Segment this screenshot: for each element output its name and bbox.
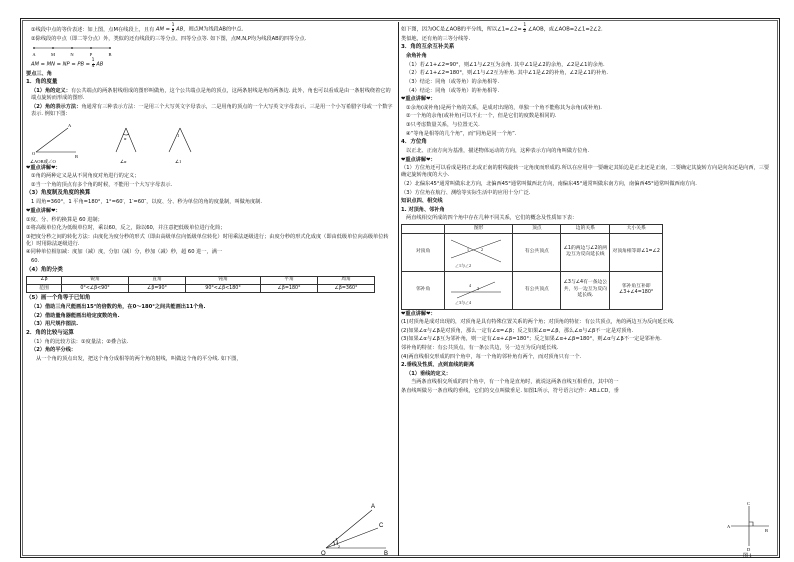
relation-figure-label: ∠3与∠4 — [455, 300, 472, 305]
tips-2-item-5: 60. — [31, 258, 40, 264]
tips-3-item-1: ①余角(或补角)是两个角的关系，是成对出现的，单独一个角不能称其为余角(或补角). — [406, 104, 602, 111]
relation-table-header — [402, 225, 663, 233]
angle-notation-label: （2）角的表示方法： — [31, 103, 82, 110]
seg-label-m: M — [50, 52, 56, 58]
fig1-pt-b: B — [765, 528, 769, 533]
angle-1-left — [169, 128, 180, 152]
relation-edges: ∠1的两边与∠2的两边互为反向延长线 — [561, 233, 610, 271]
angle-table-header-row — [27, 276, 375, 284]
formula-rhs: AB — [176, 26, 184, 33]
point-b — [109, 47, 111, 49]
bis-label-o: O — [321, 551, 326, 557]
midpoint-text: ①线段中点的等价表述：如上图，点M在线段上，且有 — [31, 26, 155, 33]
subsection-degree-conversion: （3）角度制及角度的换算 — [26, 190, 91, 197]
point-n — [71, 47, 73, 49]
tips-5-item-5: (4)两直线相交形成的四个角中，每一个角的邻补角有两个，而对顶角只有一个. — [401, 353, 582, 360]
bis-label-c: C — [379, 523, 384, 529]
relation-row-vertical — [402, 233, 663, 271]
relation-edges: ∠3与∠4有一条边公共，另一边互为反向延长线. — [561, 271, 610, 309]
fig-label-alpha: ∠α — [120, 158, 127, 164]
angle-1-right — [180, 128, 191, 152]
frac-numerator: 1 — [91, 58, 95, 64]
quarter-formula — [26, 59, 395, 69]
supplementary-angles-svg — [447, 274, 505, 306]
subsection-compare-angles: 2．角的比较与运算 — [26, 329, 74, 336]
fraction-quarter — [92, 59, 95, 69]
angle-relation-table — [401, 224, 663, 309]
tips-4-item-3: （3）方位角在航行、测绘等实际生活中的应用十分广泛. — [401, 189, 531, 196]
fig-label-1: ∠1 — [175, 158, 182, 164]
tips-5-item-1: (1)对顶角是成对出现的，对顶角是具有特殊位置关系的两个角；对顶角的特征：有公共顶点，角的两边互为反向延长线. — [401, 319, 675, 326]
column-divider — [398, 22, 399, 556]
tips-title-1: ❤重点讲解❤： — [26, 164, 61, 171]
angle-table-header: 锐角 — [62, 276, 129, 284]
tips-4-item-1: （1）方位角还可以看成是将正北或正南的射线旋转一定角度而形成的.所以在应用中一要确定其始边是正北还是正南，二要确定其旋转方向是向东还是向西，三要确定旋转角度的大小. — [401, 165, 770, 179]
relation-header-cell: 图形 — [445, 225, 513, 233]
complement-item-3: （3）结论：同角（或等角）的余角相等. — [406, 78, 500, 85]
midpoint-tail: ，则点M为线段AB的中点. — [183, 26, 244, 33]
worksheet-page — [20, 18, 780, 558]
bisector-title: （2）角的平分线： — [31, 347, 77, 354]
fraction-half — [172, 24, 175, 34]
degree-system-text: 1 周角=360°，1 平角=180°，1°=60′，1′=60″，以度、分、秒为单位的角的度量制，叫做角度制. — [31, 199, 263, 206]
segment-svg — [32, 44, 142, 58]
trisector-text: 类似地，还有角的三等分线等. — [401, 35, 471, 42]
seg-label-a: A — [32, 52, 36, 58]
quartering-points-text: ②除线段的中点（即二等分点）外，类似的还有线段的三等分点、四等分点等. 如下图，点M,N,P均为线段AB的四等分点. — [31, 35, 307, 42]
complement-item-4: （4）结论：同角（或等角）的补角相等. — [406, 87, 500, 94]
angle-aob-ray-oa — [36, 128, 68, 152]
tips-1-item-2: ②当一个角的顶点有多个角的时候，不能用一个大写字母表示. — [31, 181, 173, 188]
relation-header-cell: 顶点 — [513, 225, 561, 233]
subsection-vertical-angles: 1. 对顶角、邻补角 — [401, 206, 445, 213]
subsection-perpendicular: 2.垂线及性质、点到直线的距离 — [401, 362, 475, 369]
bisector-relation-tail: ∠AOB，或∠AOB=2∠1=2∠2. — [527, 26, 603, 33]
angle-table-header: 平角 — [261, 276, 318, 284]
seg-label-b: B — [108, 52, 112, 58]
bisector-figure — [316, 500, 396, 556]
tips-title-4: ❤重点讲解❤： — [401, 156, 436, 163]
angle-definition-label: （1）角的定义： — [31, 88, 71, 95]
svg-text:3: 3 — [477, 286, 480, 291]
angle-classification-table — [26, 276, 375, 294]
line-diagonal — [457, 282, 495, 298]
perpendicular-svg — [727, 502, 771, 558]
perpendicular-def-text-1: 当两条直线相交所成的四个角中，有一个角是直角时，就说这两条直线互相垂直，其中的一 — [411, 379, 619, 386]
bis-label-1: 1 — [336, 541, 339, 546]
tips-2-item-4: ④同种单位相加减：度加（减）度，分加（减）分，秒加（减）秒，超 60 进一，满一 — [26, 249, 223, 256]
perpendicular-def-title: （1）垂线的定义： — [406, 370, 452, 377]
point-m — [52, 47, 54, 49]
subsection-angle-classification: （4）角的分类 — [26, 266, 63, 273]
tips-title-2: ❤重点讲解❤： — [26, 207, 61, 214]
pt-o: O — [32, 150, 36, 156]
angle-table-header: ∠β — [27, 276, 62, 284]
draw-angle-item-3: （3）用尺规作图法. — [31, 321, 79, 328]
bearing-definition: 以正北、正南方向为基准，描述物体运动的方向，这种表示方向的角叫做方位角. — [406, 148, 590, 155]
tips-title-5: ❤重点讲解❤： — [401, 310, 436, 317]
relation-name: 邻补角 — [402, 271, 445, 309]
angle-table-header: 直角 — [129, 276, 186, 284]
tips-5-item-2: (2)如果∠α与∠β是对顶角，那么一定有∠α=∠β；反之如果∠α=∠β，那么∠α与∠β不一定是对顶角. — [401, 327, 634, 334]
fraction-half-right — [523, 24, 526, 34]
svg-text:4: 4 — [469, 283, 472, 288]
subsection-measure: 1．角的度量 — [26, 79, 58, 86]
tips-3-item-2: ②一个角的余角(或补角)可以不止一个，但是它们的度数是相同的. — [406, 113, 557, 120]
frac-denominator: 2 — [523, 28, 527, 34]
relation-name: 对顶角 — [402, 233, 445, 271]
pt-a: A — [68, 122, 72, 128]
bisector-relation — [401, 24, 773, 34]
tips-2-item-3: ③把度分秒之间的转化方法：由度化为度分秒的形式（即由高级单位向低级单位转化）时用乘法逐级进行；由度分秒的形式化成度（即由低级单位向高级单位转化）时用除法逐级进行. — [26, 233, 389, 247]
fig1-pt-c: C — [747, 501, 751, 506]
quarter-formula-lhs: AM = MN = NP = PB = — [31, 61, 91, 68]
angle-table-header: 钝角 — [186, 276, 261, 284]
angle-table-cell: 90°<∠β<180° — [186, 285, 261, 293]
subsection-draw-angle: （5）画一个角等于已知角 — [26, 294, 91, 301]
relation-size: 邻补角互补即∠3+∠4=180° — [610, 271, 663, 309]
fig1-pt-a: A — [727, 524, 731, 529]
tips-5-item-4: 邻补角的特征：有公共顶点，有一条公共边，另一边互为反向延长线. — [401, 344, 559, 351]
pt-1: 1 — [177, 132, 180, 138]
ray-oa — [326, 510, 372, 548]
relation-vertex: 有公共顶点 — [513, 271, 561, 309]
bisector-svg — [316, 500, 396, 556]
fig1-pt-d: D — [747, 547, 751, 552]
segment-diagram — [32, 44, 142, 58]
seg-label-p: P — [89, 52, 93, 58]
relation-figure-label: ∠1与∠2 — [455, 263, 472, 268]
angle-table-cell: ∠β=360° — [318, 285, 375, 293]
point-a — [33, 47, 35, 49]
figure-1 — [727, 502, 771, 558]
angle-definition-text: 有公共端点的两条射线组成的图形叫做角，这个公共端点是角的顶点，这两条射线是角的两条边. 此外，角也可以看成是由一条射线绕着它的端点旋转而形成的图形. — [31, 88, 391, 102]
bis-label-2: 2 — [338, 544, 341, 549]
formula-lhs: AM = — [155, 26, 170, 33]
right-column — [401, 23, 773, 559]
draw-angle-item-2: （2）借助量角器能画出给定度数的角. — [31, 312, 120, 319]
tips-2-item-1: ①度、分、秒的换算是 60 进制； — [26, 216, 103, 223]
vertical-angles-intro: 两直线相交所成的四个角中存在几种不同关系，它们的概念及性质如下表： — [406, 215, 578, 222]
relation-figure — [445, 271, 513, 309]
bis-label-a: A — [371, 504, 376, 510]
line-2 — [451, 240, 501, 258]
section-title-angle: 要点三、角 — [26, 70, 52, 77]
svg-text:1: 1 — [467, 247, 470, 252]
angle-table-cell: ∠β=90° — [129, 285, 186, 293]
angle-figures — [26, 120, 395, 164]
tips-title-3: ❤重点讲解❤： — [401, 96, 436, 103]
line-1 — [451, 240, 501, 262]
alpha-arc — [123, 134, 129, 135]
relation-header-cell: 大小关系 — [610, 225, 663, 233]
tips-4-item-2: （2）北偏东45°通常叫做东北方向，北偏西45°通常叫做西北方向，南偏东45°通常叫做东南方向，南偏西45°通常叫做西南方向. — [401, 180, 697, 187]
bis-label-b: B — [384, 551, 389, 557]
seg-label-n: N — [70, 52, 74, 58]
svg-text:2: 2 — [481, 247, 484, 252]
right-angle-mark — [749, 522, 753, 526]
angle-table-cell: 0°<∠β<90° — [62, 285, 129, 293]
compare-methods: （1）角的比较方法：①度量法；②叠合法. — [31, 338, 129, 345]
frac-denominator: 2 — [171, 28, 175, 34]
angle-table-cell: 范围 — [27, 285, 62, 293]
tips-1-item-1: ①角的两种定义是从不同角度对角进行的定义； — [31, 173, 140, 180]
angle-table-header: 周角 — [318, 276, 375, 284]
frac-numerator: 1 — [523, 23, 527, 28]
bisector-relation-text: 如下图，因为OC是∠AOB的平分线，所以∠1=∠2= — [401, 26, 522, 33]
quarter-formula-rhs: AB — [96, 61, 104, 68]
section-title-intersecting: 知识点四、相交线 — [401, 198, 443, 205]
tips-3-item-4: ④“等角是相等的几个角”，而“同角是同一个角”. — [406, 130, 517, 137]
angle-figures-svg — [26, 120, 226, 164]
tips-5-item-3: (3)如果∠α与∠β互为邻补角，则一定有∠α+∠β=180°；反之如果∠α+∠β=180°，则∠α与∠β不一定是邻补角. — [401, 336, 662, 343]
frac-numerator: 1 — [171, 23, 175, 28]
complement-item-1: （1）若∠1+∠2=90°，则∠1与∠2互为余角. 其中∠1是∠2的余角，∠2是∠1的余角. — [406, 61, 605, 68]
point-p — [90, 47, 92, 49]
relation-header-cell — [402, 225, 445, 233]
relation-vertex: 有公共顶点 — [513, 233, 561, 271]
angle-notation-text: 角通常有三种表示方法：一是用三个大写英文字母表示，二是用角的顶点的一个大写英文字母表示，三是用一个小写希腊字母或一个数字表示. 例如下图： — [31, 103, 393, 117]
relation-header-cell: 边的关系 — [561, 225, 610, 233]
relation-row-supplementary — [402, 271, 663, 309]
angle-notation — [26, 104, 395, 118]
tips-3-item-3: ③只考虑数量关系，与位置无关. — [406, 122, 480, 128]
tips-2-item-2: ②将高级单位化为低级单位时，乘以60，反之，除以60，并注意把低级单位进行化简； — [26, 225, 226, 232]
pt-alpha: α — [124, 135, 127, 141]
vertical-angles-svg — [447, 236, 505, 268]
bisector-definition: 从一个角的顶点出发，把这个角分成相等的两个角的射线，叫做这个角的平分线. 如下图， — [36, 355, 242, 362]
fig-label-aob: ∠AOB或∠O — [30, 158, 56, 164]
frac-denominator: 4 — [91, 63, 95, 69]
relation-figure — [445, 233, 513, 271]
fig1-label: 图 1 — [743, 554, 752, 559]
perpendicular-def-text-2: 条直线叫做另一条直线的垂线，它们的交点叫做垂足. 如图1所示，符号语言记作：AB⊥CD，垂 — [401, 387, 619, 394]
relation-size: 对顶角相等即∠1=∠2 — [610, 233, 663, 271]
subsection-complement: 3．角的互余互补关系 — [401, 44, 455, 51]
angle-table-cell: ∠β=180° — [261, 285, 318, 293]
pt-b: B — [75, 153, 79, 159]
draw-angle-item-1: （1）借助三角尺能画出15°的倍数的角，在0～180°之间共能画出11个角. — [31, 303, 206, 310]
complement-item-2: （2）若∠1+∠2=180°，则∠1与∠2互为补角. 其中∠1是∠2的补角，∠2是∠1的补角. — [406, 70, 608, 77]
angle-table-range-row — [27, 285, 375, 293]
ray-oc — [326, 528, 378, 548]
complement-subtitle: 余角补角 — [406, 53, 427, 60]
midpoint-equivalent-statement — [26, 24, 395, 34]
angle-alpha-right — [126, 128, 136, 152]
angle-definition — [26, 88, 395, 102]
left-column — [26, 23, 395, 557]
subsection-bearing: 4．方位角 — [401, 139, 427, 146]
